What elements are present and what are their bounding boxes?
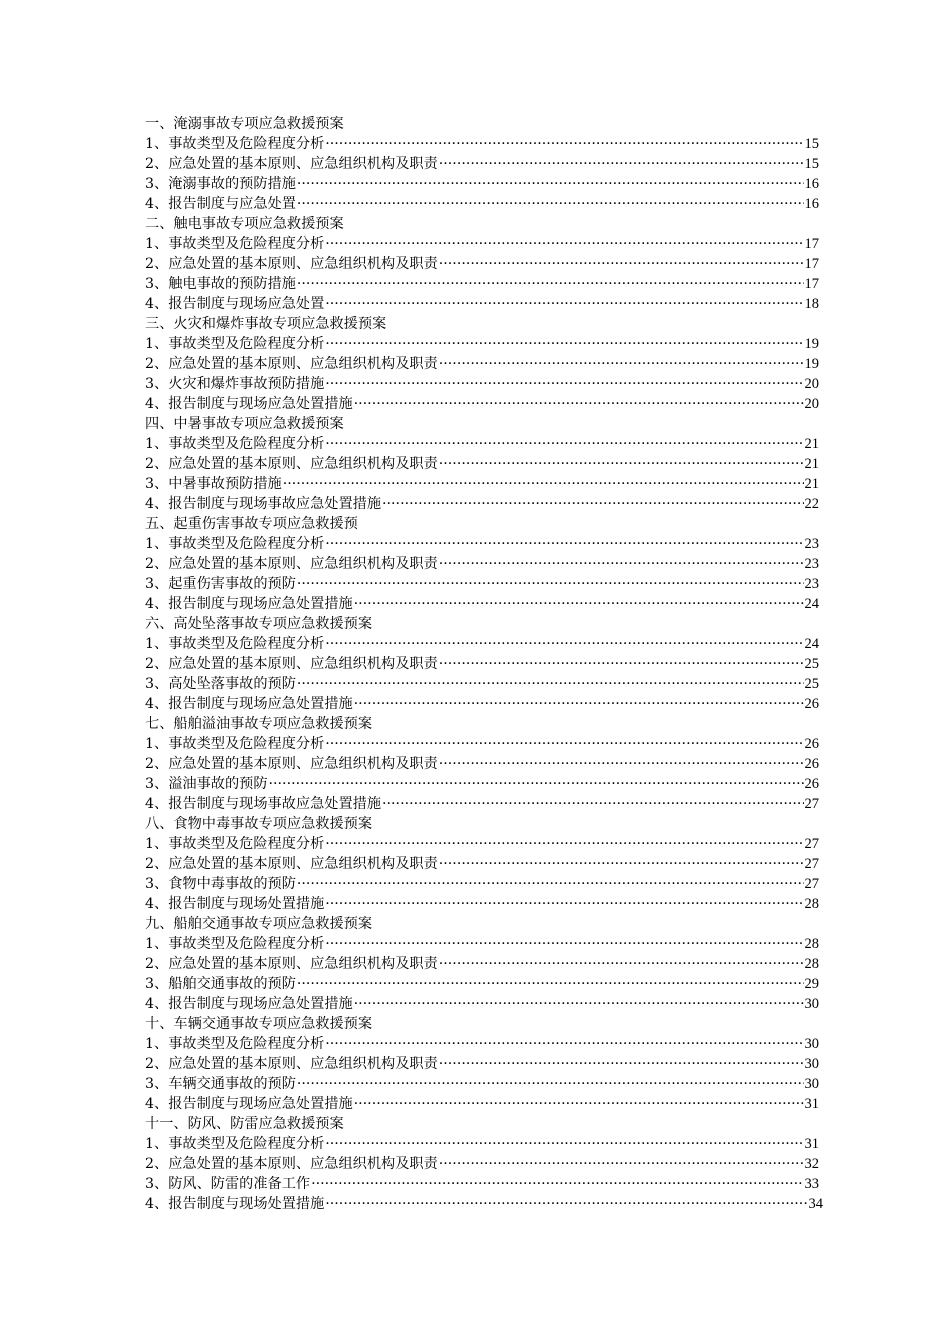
toc-page-number: 28 (804, 896, 819, 912)
toc-dot-leader (439, 1154, 804, 1174)
toc-entry-title: 4、报告制度与现场应急处置措施 (145, 396, 353, 412)
toc-page-number: 27 (804, 876, 819, 892)
toc-dot-leader (297, 1074, 804, 1094)
toc-page-number: 30 (804, 1076, 819, 1092)
toc-entry-title: 3、起重伤害事故的预防 (145, 576, 296, 592)
toc-page-number: 17 (804, 276, 819, 292)
toc-page-number: 31 (804, 1136, 819, 1152)
toc-entry-title: 3、火灾和爆炸事故预防措施 (145, 376, 325, 392)
toc-entry (145, 894, 819, 914)
toc-section-heading (145, 314, 819, 334)
toc-page-number: 20 (804, 396, 819, 412)
toc-entry-title: 3、淹溺事故的预防措施 (145, 176, 296, 192)
toc-entry-title: 4、报告制度与应急处置 (145, 196, 296, 212)
toc-page-number: 16 (804, 196, 819, 212)
toc-entry-title: 1、事故类型及危险程度分析 (145, 836, 325, 852)
toc-dot-leader (325, 534, 803, 554)
toc-dot-leader (382, 494, 803, 514)
toc-dot-leader (297, 874, 804, 894)
toc-entry-title: 3、触电事故的预防措施 (145, 276, 296, 292)
toc-entry (145, 974, 819, 994)
toc-entry (145, 854, 819, 874)
toc-entry (145, 1194, 823, 1214)
toc-entry-title: 2、应急处置的基本原则、应急组织机构及职责 (145, 1156, 438, 1172)
toc-page-number: 25 (804, 656, 819, 672)
toc-entry-title: 2、应急处置的基本原则、应急组织机构及职责 (145, 756, 438, 772)
toc-page-number: 19 (804, 336, 819, 352)
toc-dot-leader (297, 274, 804, 294)
toc-dot-leader (439, 354, 804, 374)
toc-entry (145, 194, 819, 214)
toc-entry-title: 4、报告制度与现场事故应急处置措施 (145, 796, 382, 812)
toc-dot-leader (297, 674, 804, 694)
toc-entry (145, 374, 819, 394)
toc-entry-title: 2、应急处置的基本原则、应急组织机构及职责 (145, 956, 438, 972)
toc-dot-leader (325, 1194, 807, 1214)
toc-entry (145, 734, 819, 754)
toc-entry-title: 2、应急处置的基本原则、应急组织机构及职责 (145, 356, 438, 372)
toc-dot-leader (325, 294, 803, 314)
toc-dot-leader (354, 994, 804, 1014)
toc-entry (145, 394, 819, 414)
toc-page-number: 32 (804, 1156, 819, 1172)
toc-entry (145, 254, 819, 274)
toc-section-heading (145, 514, 819, 534)
toc-entry (145, 794, 819, 814)
toc-entry-title: 1、事故类型及危险程度分析 (145, 436, 325, 452)
toc-page-number: 18 (804, 296, 819, 312)
toc-section-title: 一、淹溺事故专项应急救援预案 (145, 116, 344, 132)
toc-page-number: 17 (804, 236, 819, 252)
toc-page-number: 26 (804, 736, 819, 752)
toc-page-number: 26 (804, 696, 819, 712)
toc-dot-leader (297, 974, 804, 994)
toc-page-number: 27 (804, 856, 819, 872)
toc-dot-leader (439, 654, 804, 674)
toc-page-number: 23 (804, 576, 819, 592)
toc-entry-title: 4、报告制度与现场应急处置措施 (145, 996, 353, 1012)
toc-page-number: 26 (804, 756, 819, 772)
toc-page-number: 28 (804, 956, 819, 972)
toc-entry (145, 474, 819, 494)
toc-entry-title: 1、事故类型及危险程度分析 (145, 136, 325, 152)
toc-entry-title: 4、报告制度与现场处置措施 (145, 896, 325, 912)
toc-entry (145, 634, 819, 654)
toc-entry (145, 294, 819, 314)
toc-entry-title: 4、报告制度与现场应急处置措施 (145, 1096, 353, 1112)
toc-section-title: 二、触电事故专项应急救援预案 (145, 216, 344, 232)
toc-entry-title: 2、应急处置的基本原则、应急组织机构及职责 (145, 856, 438, 872)
toc-entry-title: 3、车辆交通事故的预防 (145, 1076, 296, 1092)
toc-page-number: 20 (804, 376, 819, 392)
toc-entry-title: 4、报告制度与现场应急处置措施 (145, 696, 353, 712)
toc-entry (145, 174, 819, 194)
toc-page-number: 30 (804, 1036, 819, 1052)
toc-entry (145, 534, 819, 554)
toc-dot-leader (325, 894, 803, 914)
toc-entry-title: 1、事故类型及危险程度分析 (145, 736, 325, 752)
toc-entry (145, 994, 819, 1014)
toc-dot-leader (297, 174, 804, 194)
toc-section-title: 八、食物中毒事故专项应急救援预案 (145, 816, 373, 832)
toc-section-title: 十、车辆交通事故专项应急救援预案 (145, 1016, 373, 1032)
toc-page-number: 19 (804, 356, 819, 372)
toc-section-heading (145, 1014, 819, 1034)
toc-entry-title: 4、报告制度与现场应急处置措施 (145, 596, 353, 612)
toc-page-number: 28 (804, 936, 819, 952)
toc-entry-title: 2、应急处置的基本原则、应急组织机构及职责 (145, 1056, 438, 1072)
toc-page-number: 33 (804, 1176, 819, 1192)
toc-section-title: 十一、防风、防雷应急救援预案 (145, 1116, 344, 1132)
toc-page-number: 27 (804, 796, 819, 812)
toc-dot-leader (325, 634, 803, 654)
toc-entry-title: 1、事故类型及危险程度分析 (145, 536, 325, 552)
toc-page-number: 30 (804, 996, 819, 1012)
toc-entry (145, 674, 819, 694)
toc-page-number: 17 (804, 256, 819, 272)
toc-entry-title: 1、事故类型及危险程度分析 (145, 636, 325, 652)
toc-page-number: 29 (804, 976, 819, 992)
toc-entry-title: 2、应急处置的基本原则、应急组织机构及职责 (145, 456, 438, 472)
toc-entry-title: 3、溢油事故的预防 (145, 776, 268, 792)
toc-page-number: 16 (804, 176, 819, 192)
toc-dot-leader (325, 134, 803, 154)
toc-dot-leader (439, 754, 804, 774)
toc-page-number: 24 (804, 636, 819, 652)
toc-entry (145, 1154, 819, 1174)
toc-page-number: 21 (804, 476, 819, 492)
toc-page-number: 24 (804, 596, 819, 612)
toc-entry (145, 1174, 819, 1194)
toc-page-number: 15 (804, 136, 819, 152)
toc-section-heading (145, 814, 819, 834)
toc-page-number: 15 (804, 156, 819, 172)
toc-section-heading (145, 914, 819, 934)
toc-page-number: 27 (804, 836, 819, 852)
toc-page-number: 31 (804, 1096, 819, 1112)
toc-entry (145, 1034, 819, 1054)
toc-dot-leader (382, 794, 803, 814)
toc-entry (145, 774, 819, 794)
toc-section-heading (145, 714, 819, 734)
toc-entry (145, 454, 819, 474)
toc-entry (145, 1094, 819, 1114)
toc-entry-title: 3、防风、防雷的准备工作 (145, 1176, 311, 1192)
toc-page-number: 22 (804, 496, 819, 512)
toc-entry (145, 354, 819, 374)
toc-page-number: 23 (804, 556, 819, 572)
toc-entry-title: 1、事故类型及危险程度分析 (145, 1036, 325, 1052)
toc-section-title: 九、船舶交通事故专项应急救援预案 (145, 916, 373, 932)
toc-dot-leader (439, 254, 804, 274)
toc-entry (145, 1074, 819, 1094)
toc-entry-title: 3、高处坠落事故的预防 (145, 676, 296, 692)
toc-dot-leader (325, 1034, 803, 1054)
toc-page-number: 30 (804, 1056, 819, 1072)
toc-dot-leader (283, 474, 804, 494)
toc-entry-title: 1、事故类型及危险程度分析 (145, 236, 325, 252)
toc-entry-title: 3、船舶交通事故的预防 (145, 976, 296, 992)
toc-entry-title: 2、应急处置的基本原则、应急组织机构及职责 (145, 156, 438, 172)
toc-dot-leader (354, 394, 804, 414)
toc-entry-title: 4、报告制度与现场处置措施 (145, 1196, 325, 1212)
toc-entry-title: 4、报告制度与现场事故应急处置措施 (145, 496, 382, 512)
toc-dot-leader (325, 234, 803, 254)
toc-entry (145, 834, 819, 854)
toc-dot-leader (269, 774, 804, 794)
toc-page-number: 25 (804, 676, 819, 692)
toc-section-heading (145, 114, 819, 134)
toc-entry-title: 1、事故类型及危险程度分析 (145, 1136, 325, 1152)
toc-dot-leader (325, 434, 803, 454)
toc-entry-title: 1、事故类型及危险程度分析 (145, 936, 325, 952)
toc-entry (145, 1054, 819, 1074)
toc-entry (145, 934, 819, 954)
toc-section-heading (145, 414, 819, 434)
toc-section-heading (145, 614, 819, 634)
toc-dot-leader (354, 694, 804, 714)
toc-section-title: 七、船舶溢油事故专项应急救援预案 (145, 716, 373, 732)
toc-section-title: 三、火灾和爆炸事故专项应急救援预案 (145, 316, 387, 332)
toc-entry-title: 3、食物中毒事故的预防 (145, 876, 296, 892)
toc-dot-leader (297, 194, 804, 214)
toc-entry (145, 494, 819, 514)
toc-dot-leader (325, 734, 803, 754)
toc-dot-leader (439, 554, 804, 574)
toc-entry-title: 2、应急处置的基本原则、应急组织机构及职责 (145, 656, 438, 672)
toc-entry (145, 594, 819, 614)
toc-entry-title: 4、报告制度与现场应急处置 (145, 296, 325, 312)
toc-entry-title: 1、事故类型及危险程度分析 (145, 336, 325, 352)
toc-entry (145, 694, 819, 714)
toc-dot-leader (325, 934, 803, 954)
toc-page-number: 21 (804, 456, 819, 472)
toc-entry (145, 434, 819, 454)
toc-entry-title: 3、中暑事故预防措施 (145, 476, 282, 492)
toc-section-title: 六、高处坠落事故专项应急救援预案 (145, 616, 373, 632)
toc-entry (145, 234, 819, 254)
toc-entry (145, 574, 819, 594)
toc-entry (145, 554, 819, 574)
toc-dot-leader (439, 954, 804, 974)
toc-entry (145, 954, 819, 974)
toc-dot-leader (439, 1054, 804, 1074)
toc-entry (145, 334, 819, 354)
toc-section-title: 四、中暑事故专项应急救援预案 (145, 416, 344, 432)
toc-section-title: 五、起重伤害事故专项应急救援预 (145, 516, 358, 532)
toc-page-number: 34 (808, 1196, 823, 1212)
toc-entry (145, 134, 819, 154)
toc-section-heading (145, 1114, 819, 1134)
toc-entry-title: 2、应急处置的基本原则、应急组织机构及职责 (145, 556, 438, 572)
toc-dot-leader (325, 834, 803, 854)
toc-section-heading (145, 214, 819, 234)
toc-entry-title: 2、应急处置的基本原则、应急组织机构及职责 (145, 256, 438, 272)
toc-entry (145, 654, 819, 674)
toc-entry (145, 754, 819, 774)
table-of-contents (145, 114, 823, 1214)
toc-entry (145, 154, 819, 174)
toc-dot-leader (439, 454, 804, 474)
toc-dot-leader (311, 1174, 803, 1194)
toc-dot-leader (354, 594, 804, 614)
toc-page-number: 21 (804, 436, 819, 452)
toc-dot-leader (325, 374, 803, 394)
toc-dot-leader (325, 334, 803, 354)
toc-page-number: 23 (804, 536, 819, 552)
toc-dot-leader (439, 854, 804, 874)
toc-dot-leader (439, 154, 804, 174)
toc-dot-leader (354, 1094, 804, 1114)
toc-dot-leader (297, 574, 804, 594)
toc-entry (145, 874, 819, 894)
toc-entry (145, 1134, 819, 1154)
toc-page-number: 26 (804, 776, 819, 792)
toc-dot-leader (325, 1134, 803, 1154)
toc-entry (145, 274, 819, 294)
